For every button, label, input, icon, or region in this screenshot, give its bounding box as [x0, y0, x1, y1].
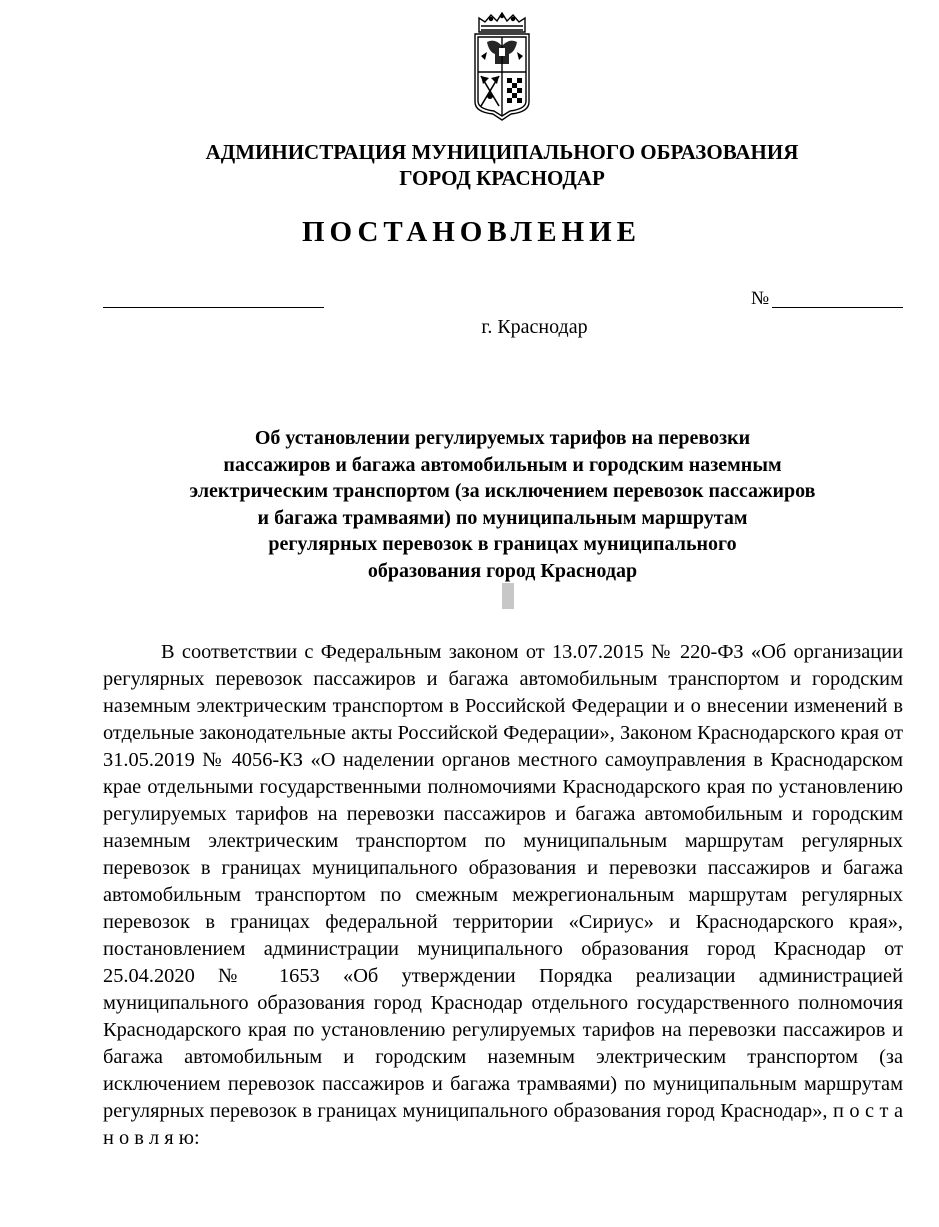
document-title: [100, 425, 905, 584]
resolve-word: п о с т а н о в л я ю:: [103, 1100, 903, 1149]
title-line: и багажа трамваями) по муниципальным маршрутам: [257, 506, 748, 529]
document-type: ПОСТАНОВЛЕНИЕ: [301, 216, 641, 248]
authority-line-2: ГОРОД КРАСНОДАР: [399, 166, 605, 190]
text-cursor-highlight: [502, 583, 514, 609]
number-label: №: [751, 288, 770, 309]
issuing-authority: [0, 139, 939, 191]
number-blank-line: [772, 307, 903, 308]
title-line: пассажиров и багажа автомобильным и городским наземным: [223, 453, 782, 476]
title-line: образования город Краснодар: [367, 559, 638, 582]
title-line: электрическим транспортом (за исключением перевозок пассажиров: [189, 480, 816, 502]
title-line: регулярных перевозок в границах муниципального: [268, 533, 737, 555]
authority-line-1: АДМИНИСТРАЦИЯ МУНИЦИПАЛЬНОГО ОБРАЗОВАНИЯ: [205, 140, 799, 164]
body-main-text: В соответствии с Федеральным законом от 13.07.2015 № 220-ФЗ «Об организации регулярных перевозок пассажиров и багажа автомобильным транспортом и городским наземным электрическим транспортом в Российской Федерации и о внесении изменений в отдельные законодательные акты Российской Федерации», Законом Краснодарского края от 31.05.2019 № 4056-КЗ «О наделении органов местного самоуправления в Краснодарском крае отдельными государственными полномочиями Краснодарского края по установлению регулируемых тарифов на перевозки пассажиров и багажа автомобильным и городским наземным электрическим транспортом по муниципальным маршрутам регулярных перевозок в границах муниципального образования и перевозки пассажиров и багажа автомобильным транспортом по смежным межрегиональным маршрутам регулярных перевозок в границах федеральной территории «Сириус» и Краснодарского края», постановлением администрации муниципального образования город Краснодар от 25.04.2020 № 1653 «Об утверждении Порядка реализации администрацией муниципального образования город Краснодар отдельного государственного полномочия Краснодарского края по установлению регулируемых тарифов на перевозки пассажиров и багажа автомобильным и городским наземным электрическим транспортом (за исключением перевозок пассажиров и багажа трамваями) по муниципальным маршрутам регулярных перевозок в границах муниципального образования город Краснодар»,: [103, 641, 903, 1122]
coat-of-arms-icon: [471, 12, 533, 124]
date-blank-line: [103, 307, 324, 308]
body-paragraph: [103, 639, 903, 1152]
title-line: Об установлении регулируемых тарифов на перевозки: [254, 427, 751, 449]
city-label: г. Краснодар: [481, 316, 588, 338]
